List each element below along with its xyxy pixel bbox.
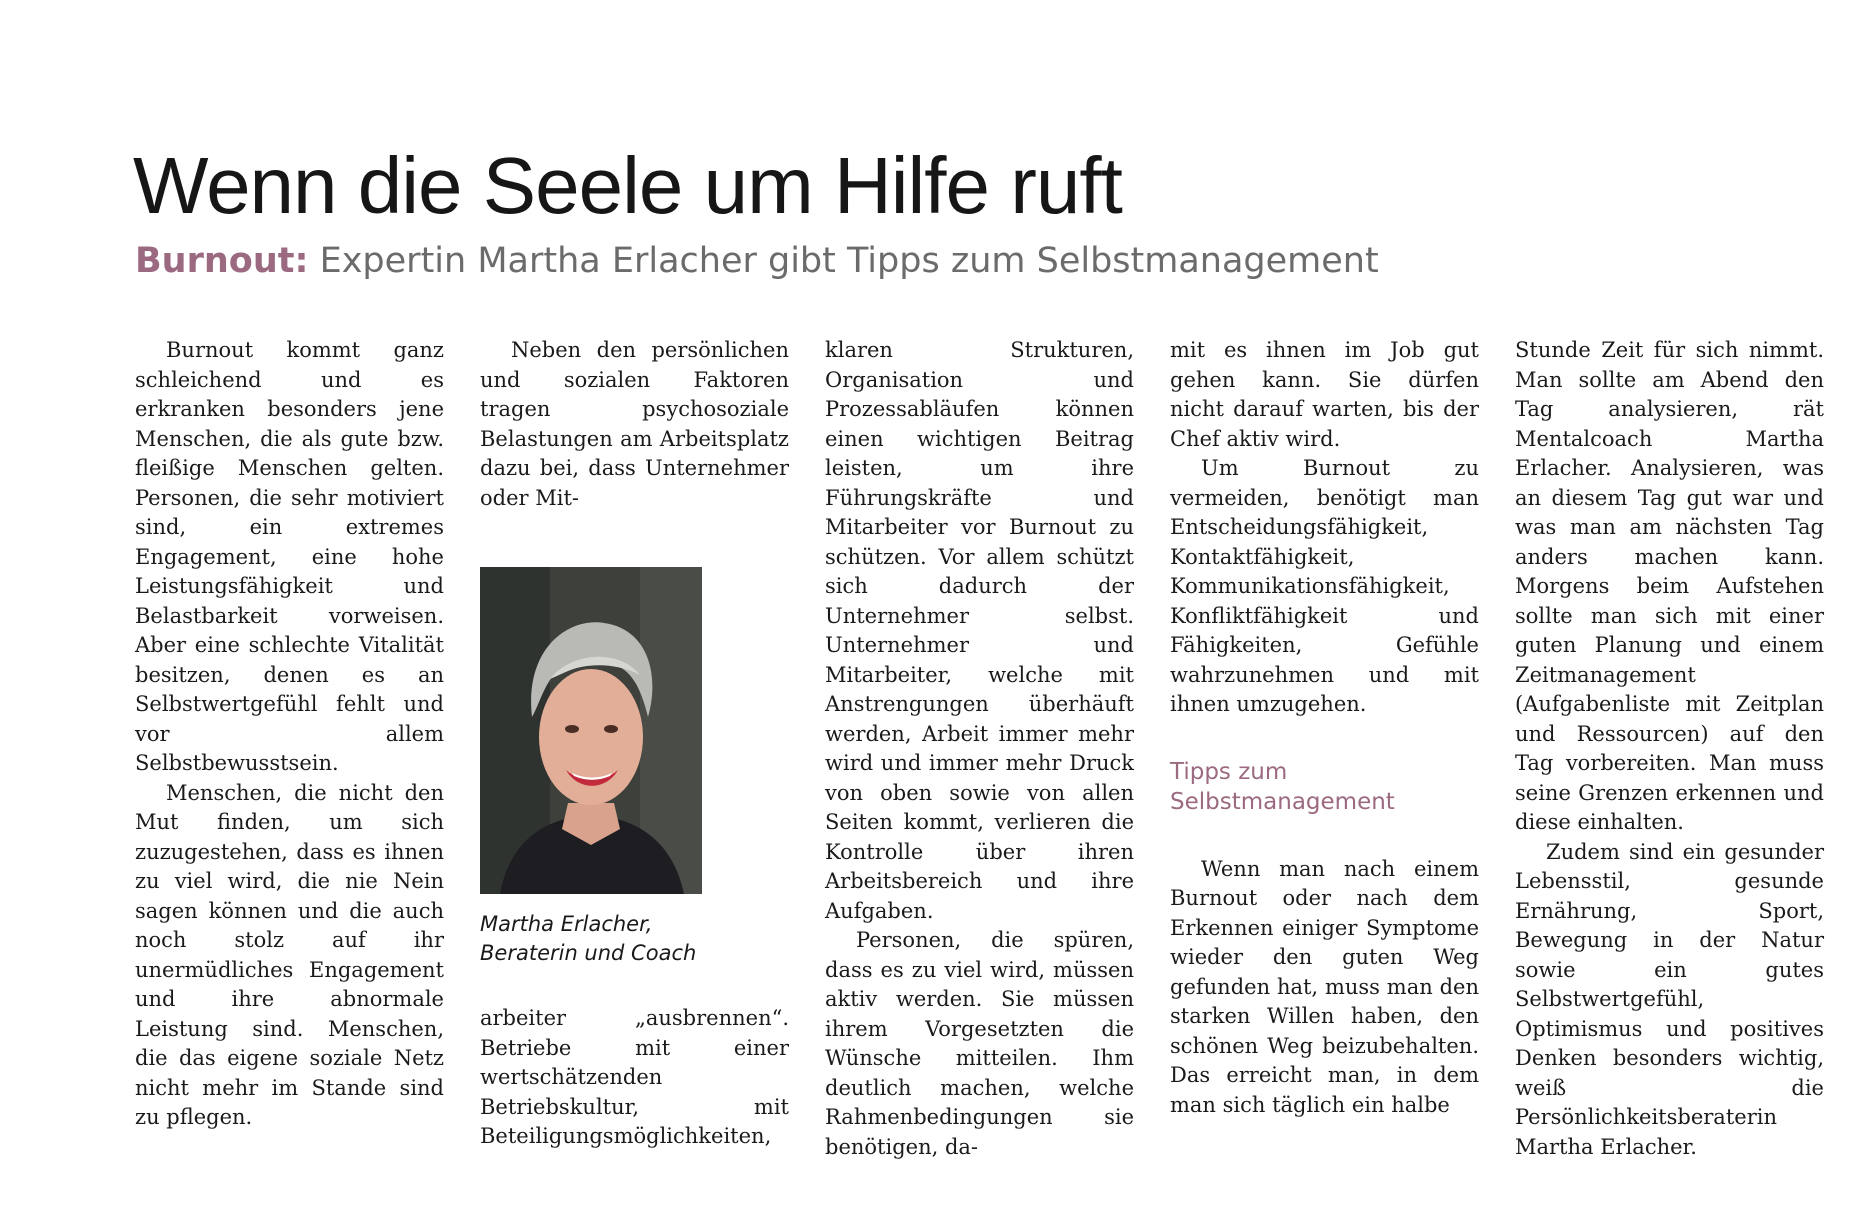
paragraph: Neben den persönlichen und sozialen Faktoren tragen psychosoziale Belastungen am Arbeitsplatz dazu bei, dass Unternehmer oder Mit- [480,338,789,510]
caption-line: Beraterin und Coach [480,941,697,965]
column-3 [825,336,1134,1162]
section-heading-line: Selbstmanagement [1170,788,1395,815]
headline: Wenn die Seele um Hilfe ruft [133,141,1122,230]
paragraph: Personen, die spüren, dass es zu viel wird, müssen aktiv werden. Sie müssen ihrem Vorgesetzten die Wünsche mitteilen. Ihm deutlich machen, welche Rahmenbedingungen sie benötigen, da- [825,928,1134,1159]
column-1 [135,336,444,1133]
subheadline [135,238,1379,284]
subheadline-text: Expertin Martha Erlacher gibt Tipps zum Selbstmanagement [319,241,1379,281]
section-heading-line: Tipps zum [1170,758,1288,785]
paragraph: Um Burnout zu vermeiden, benötigt man Entscheidungsfähigkeit, Kontaktfähigkeit, Kommunikationsfähigkeit, Konfliktfähigkeit und Fähigkeiten, Gefühle wahrzunehmen und mit ihnen umzugehen. [1170,456,1479,716]
paragraph: klaren Strukturen, Organisation und Prozessabläufen können einen wichtigen Beitrag leisten, um ihre Führungskräfte und Mitarbeiter vor Burnout zu schützen. Vor allem schützt sich dadurch der Unternehmer selbst. Unternehmer und Mitarbeiter, welche mit Anstrengungen überhäuft werden, Arbeit immer mehr wird und immer mehr Druck von oben sowie von allen Seiten kommt, verlieren die Kontrolle über ihren Arbeitsbereich und ihre Aufgaben. [825,338,1134,923]
portrait-photo [480,567,702,894]
paragraph: Zudem sind ein gesunder Lebensstil, gesunde Ernährung, Sport, Bewegung in der Natur sowie ein gutes Selbstwertgefühl, Optimismus und positives Denken besonders wichtig, weiß die Persönlichkeitsberaterin Martha Erlacher. [1515,839,1824,1159]
kicker: Burnout: [135,241,309,281]
section-heading [1170,757,1479,817]
paragraph: arbeiter „ausbrennen“. Betriebe mit einer wertschätzenden Betriebskultur, mit Beteiligungsmöglichkeiten, [480,1006,789,1148]
column-4 [1170,336,1479,1120]
column-5 [1515,336,1824,1162]
paragraph: mit es ihnen im Job gut gehen kann. Sie dürfen nicht darauf warten, bis der Chef aktiv wird. [1170,338,1479,451]
paragraph: Burnout kommt ganz schleichend und es erkranken besonders jene Menschen, die als gute bzw. fleißige Menschen gelten. Personen, die sehr motiviert sind, ein extremes Engagement, eine hohe Leistungsfähigkeit und Belastbarkeit vorweisen. Aber eine schlechte Vitalität besitzen, denen es an Selbstwertgefühl fehlt und vor allem Selbstbewusstsein. [135,338,444,775]
paragraph: Stunde Zeit für sich nimmt. Man sollte am Abend den Tag analysieren, rät Mentalcoach Martha Erlacher. Analysieren, was an diesem Tag gut war und was man am nächsten Tag anders machen kann. Morgens beim Aufstehen sollte man sich mit einer guten Planung und einem Zeitmanagement (Aufgabenliste mit Zeitplan und Ressourcen) auf den Tag vorbereiten. Man muss seine Grenzen erkennen und diese einhalten. [1515,338,1824,834]
photo-caption [480,910,789,968]
paragraph: Menschen, die nicht den Mut finden, um sich zuzugestehen, dass es ihnen zu viel wird, die nie Nein sagen können und die auch noch stolz auf ihr unermüdliches Engagement und ihre abnormale Leistung sind. Menschen, die das eigene soziale Netz nicht mehr im Stande sind zu pflegen. [135,780,444,1129]
paragraph: Wenn man nach einem Burnout oder nach dem Erkennen einiger Symptome wieder den guten Weg gefunden hat, muss man den starken Willen haben, den schönen Weg beizubehalten. Das erreicht man, in dem man sich täglich ein halbe [1170,856,1479,1117]
column-2 [480,336,789,1152]
caption-line: Martha Erlacher, [480,912,653,936]
